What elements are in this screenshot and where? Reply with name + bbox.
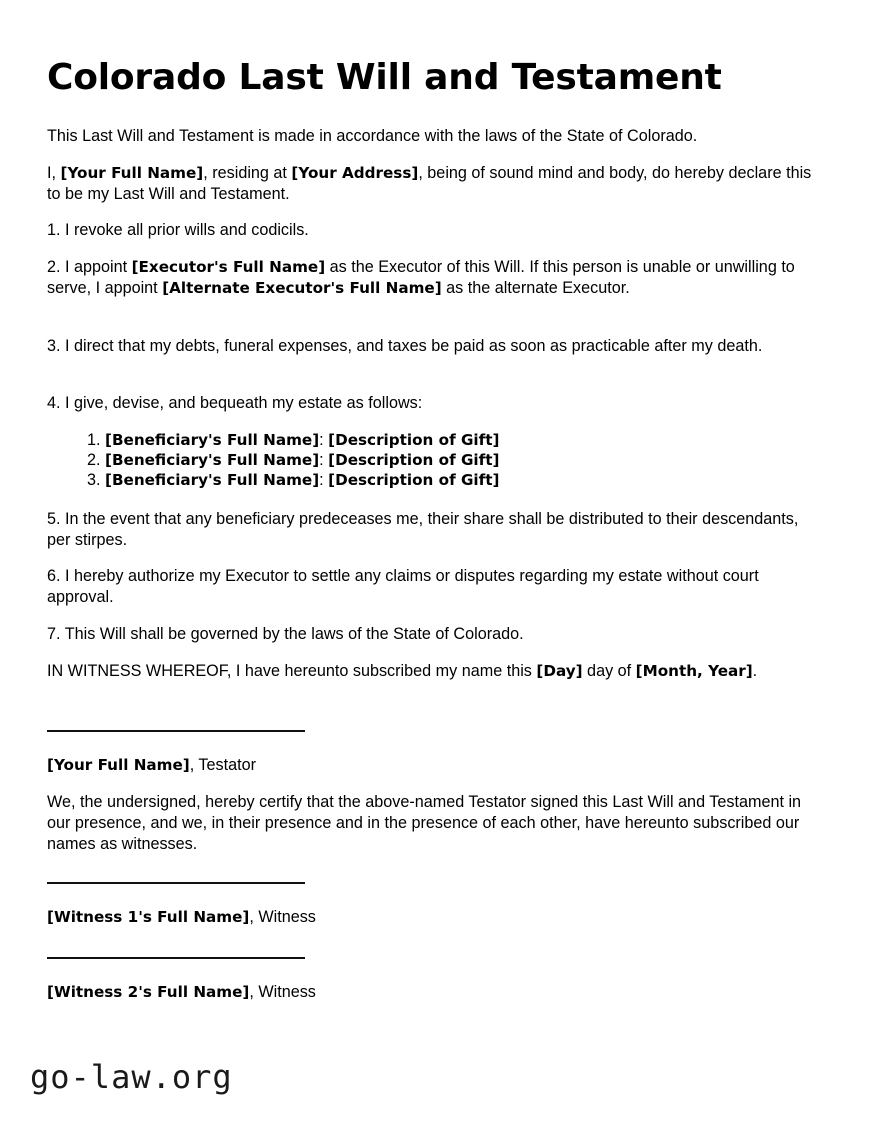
witness-2-caption <box>47 982 316 1003</box>
gift-separator: : <box>319 431 329 449</box>
beneficiary-name-placeholder: [Beneficiary's Full Name] <box>105 431 320 449</box>
clause-2-lead: 2. I appoint <box>47 258 132 276</box>
witness-1-caption <box>47 907 316 928</box>
declaration-tail: , being of sound mind and body, do hereby declare this to be my Last Will and Testament. <box>47 164 812 203</box>
list-item <box>105 470 499 490</box>
day-placeholder: [Day] <box>536 662 583 680</box>
witness-clause-lead: IN WITNESS WHEREOF, I have hereunto subscribed my name this <box>47 662 537 680</box>
declaration-paragraph <box>47 163 819 205</box>
clause-7: 7. This Will shall be governed by the laws of the State of Colorado. <box>47 625 524 643</box>
clause-4: 4. I give, devise, and bequeath my estate as follows: <box>47 394 423 412</box>
clause-3: 3. I direct that my debts, funeral expenses, and taxes be paid as soon as practicable after my death. <box>47 337 763 355</box>
gift-entry <box>105 451 499 469</box>
testator-signature-line <box>47 730 305 732</box>
list-item <box>105 430 499 450</box>
gift-description-placeholder: [Description of Gift] <box>328 431 500 449</box>
witness-clause-tail: . <box>752 662 758 680</box>
clause-6: 6. I hereby authorize my Executor to settle any claims or disputes regarding my estate without court approval. <box>47 567 759 606</box>
declaration-mid: , residing at <box>203 164 292 182</box>
testator-name-placeholder: [Your Full Name] <box>47 756 190 774</box>
clause-2-tail: as the alternate Executor. <box>441 279 630 297</box>
clause-1: 1. I revoke all prior wills and codicils. <box>47 221 309 239</box>
beneficiary-name-placeholder: [Beneficiary's Full Name] <box>105 471 320 489</box>
witness-2-name-placeholder: [Witness 2's Full Name] <box>47 983 250 1001</box>
gift-description-placeholder: [Description of Gift] <box>328 471 500 489</box>
clause-5: 5. In the event that any beneficiary predeceases me, their share shall be distributed to their descendants, per stirpes. <box>47 510 799 549</box>
testator-role: , Testator <box>189 756 257 774</box>
list-item <box>105 450 499 470</box>
site-watermark: go-law.org <box>30 1058 233 1096</box>
intro-paragraph: This Last Will and Testament is made in accordance with the laws of the State of Colorado. <box>47 127 698 145</box>
gift-entry <box>105 431 499 449</box>
witness-2-signature-line <box>47 957 305 959</box>
testator-caption <box>47 755 256 776</box>
executor-name-placeholder: [Executor's Full Name] <box>131 258 326 276</box>
attestation-paragraph: We, the undersigned, hereby certify that the above-named Testator signed this Last Will and Testament in our presence, and we, in their presence and in the presence of each other, have hereunto subscribed our names as witnesses. <box>47 793 802 853</box>
witness-1-name-placeholder: [Witness 1's Full Name] <box>47 908 250 926</box>
beneficiary-name-placeholder: [Beneficiary's Full Name] <box>105 451 320 469</box>
witness-whereof-paragraph <box>47 661 819 682</box>
gift-entry <box>105 471 499 489</box>
your-address-placeholder: [Your Address] <box>291 164 419 182</box>
declaration-lead: I, <box>47 164 61 182</box>
witness-2-role: , Witness <box>249 983 316 1001</box>
clause-2 <box>47 257 819 299</box>
gift-description-placeholder: [Description of Gift] <box>328 451 500 469</box>
alternate-executor-name-placeholder: [Alternate Executor's Full Name] <box>162 279 442 297</box>
witness-1-role: , Witness <box>249 908 316 926</box>
your-full-name-placeholder: [Your Full Name] <box>60 164 204 182</box>
page-title: Colorado Last Will and Testament <box>47 57 722 98</box>
gift-list <box>47 430 499 490</box>
witness-1-signature-line <box>47 882 305 884</box>
clause-2-mid: as the Executor of this Will. If this person is unable or unwilling to serve, I appoint <box>47 258 795 297</box>
month-year-placeholder: [Month, Year] <box>635 662 753 680</box>
gift-separator: : <box>319 451 329 469</box>
witness-clause-mid: day of <box>582 662 636 680</box>
gift-separator: : <box>319 471 329 489</box>
